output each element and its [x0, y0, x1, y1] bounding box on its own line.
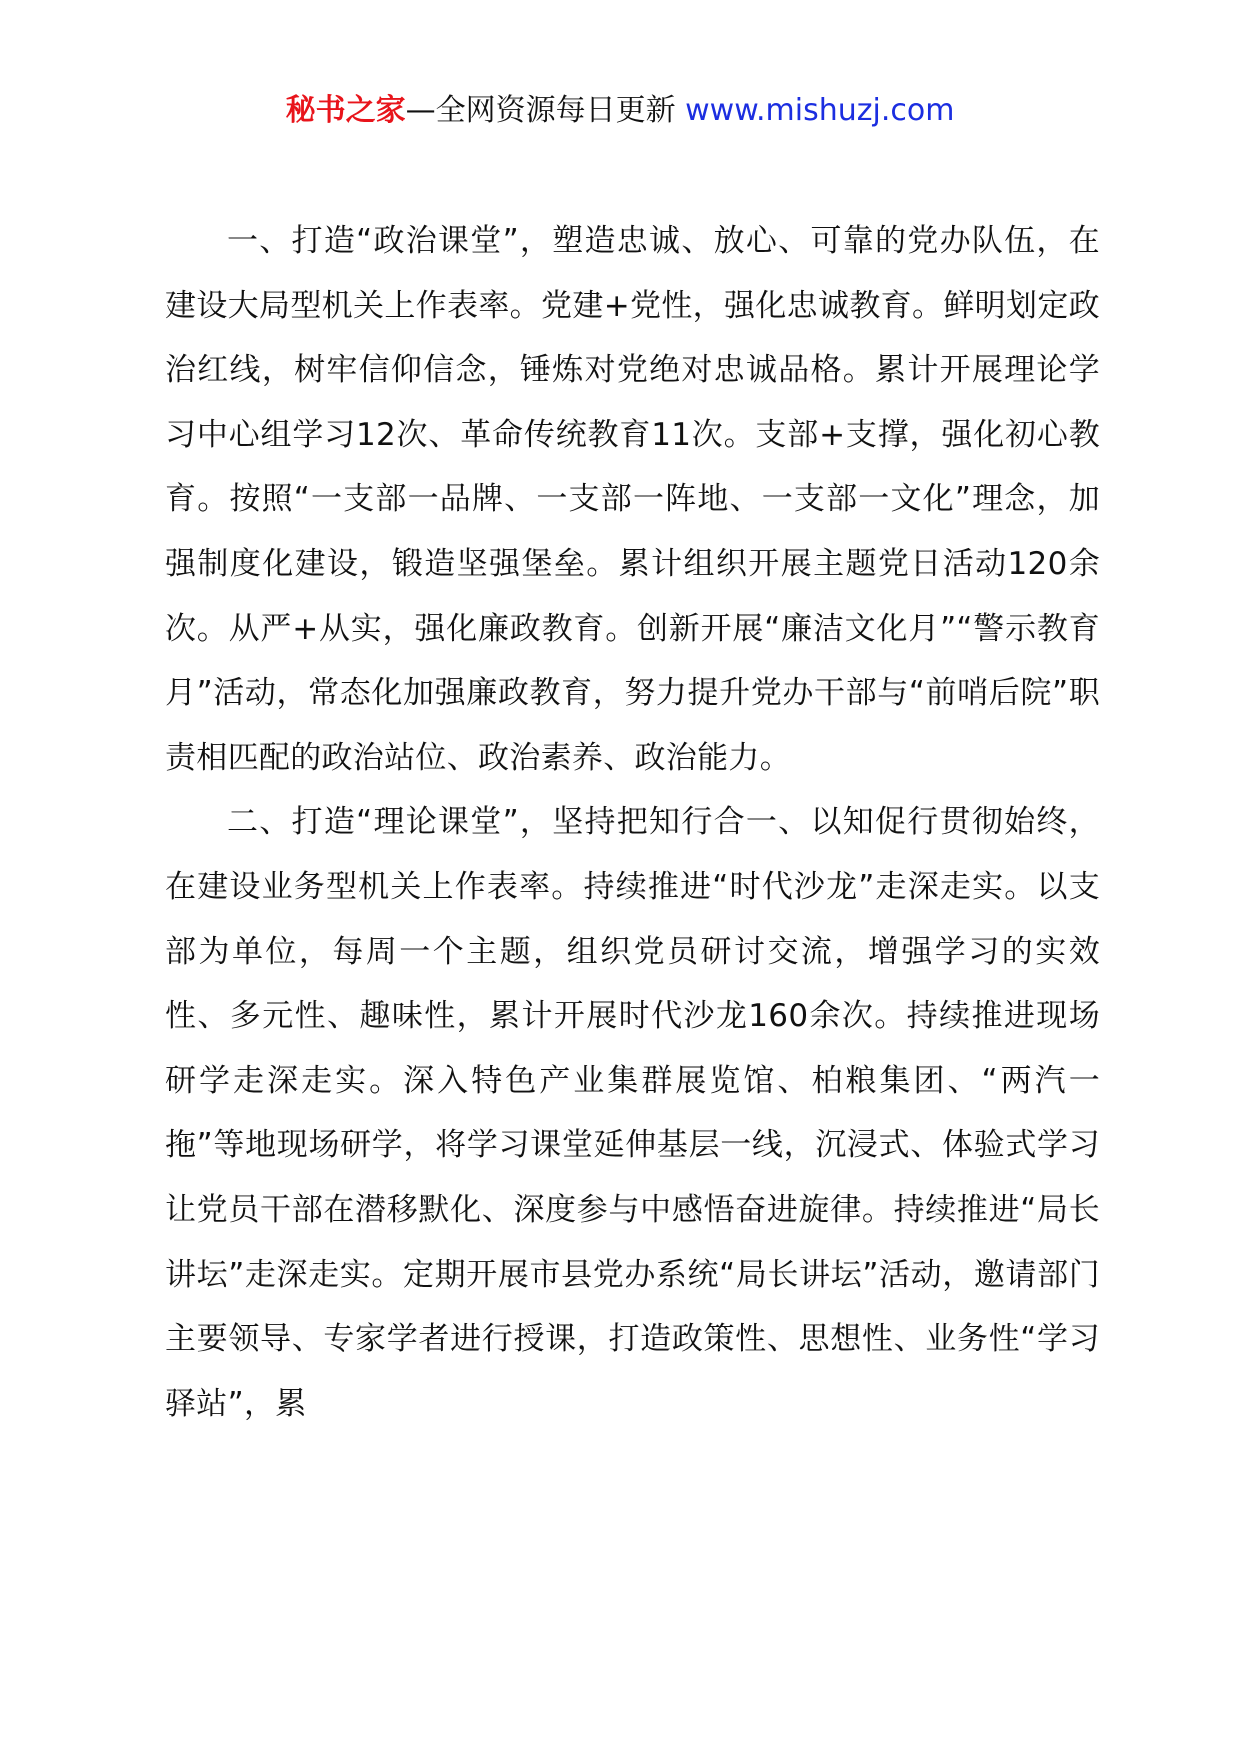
paragraph-theory-classroom: 二、打造“理论课堂”，坚持把知行合一、以知促行贯彻始终，在建设业务型机关上作表率。持续推进“时代沙龙”走深走实。以支部为单位，每周一个主题，组织党员研讨交流，增强学习的实效性、多元性、趣味性，累计开展时代沙龙160余次。持续推进现场研学走深走实。深入特色产业集群展览馆、柏粮集团、“两汽一拖”等地现场研学，将学习课堂延伸基层一线，沉浸式、体验式学习让党员干部在潜移默化、深度参与中感悟奋进旋律。持续推进“局长讲坛”走深走实。定期开展市县党办系统“局长讲坛”活动，邀请部门主要领导、专家学者进行授课，打造政策性、思想性、业务性“学习驿站”，累 [165, 804, 1100, 1422]
header-tagline: —全网资源每日更新 [405, 93, 686, 128]
paragraph-political-classroom: 一、打造“政治课堂”，塑造忠诚、放心、可靠的党办队伍，在建设大局型机关上作表率。党建+党性，强化忠诚教育。鲜明划定政治红线，树牢信仰信念，锤炼对党绝对忠诚品格。累计开展理论学习中心组学习12次、革命传统教育11次。支部+支撑，强化初心教育。按照“一支部一品牌、一支部一阵地、一支部一文化”理念，加强制度化建设，锻造坚强堡垒。累计组织开展主题党日活动120余次。从严+从实，强化廉政教育。创新开展“廉洁文化月”“警示教育月”活动，常态化加强廉政教育，努力提升党办干部与“前哨后院”职责相匹配的政治站位、政治素养、政治能力。 [165, 223, 1100, 776]
brand-name: 秘书之家 [285, 93, 406, 128]
page-header [0, 88, 1240, 134]
document-body [165, 209, 1100, 1436]
site-url-link[interactable]: www.mishuzj.com [685, 93, 955, 128]
